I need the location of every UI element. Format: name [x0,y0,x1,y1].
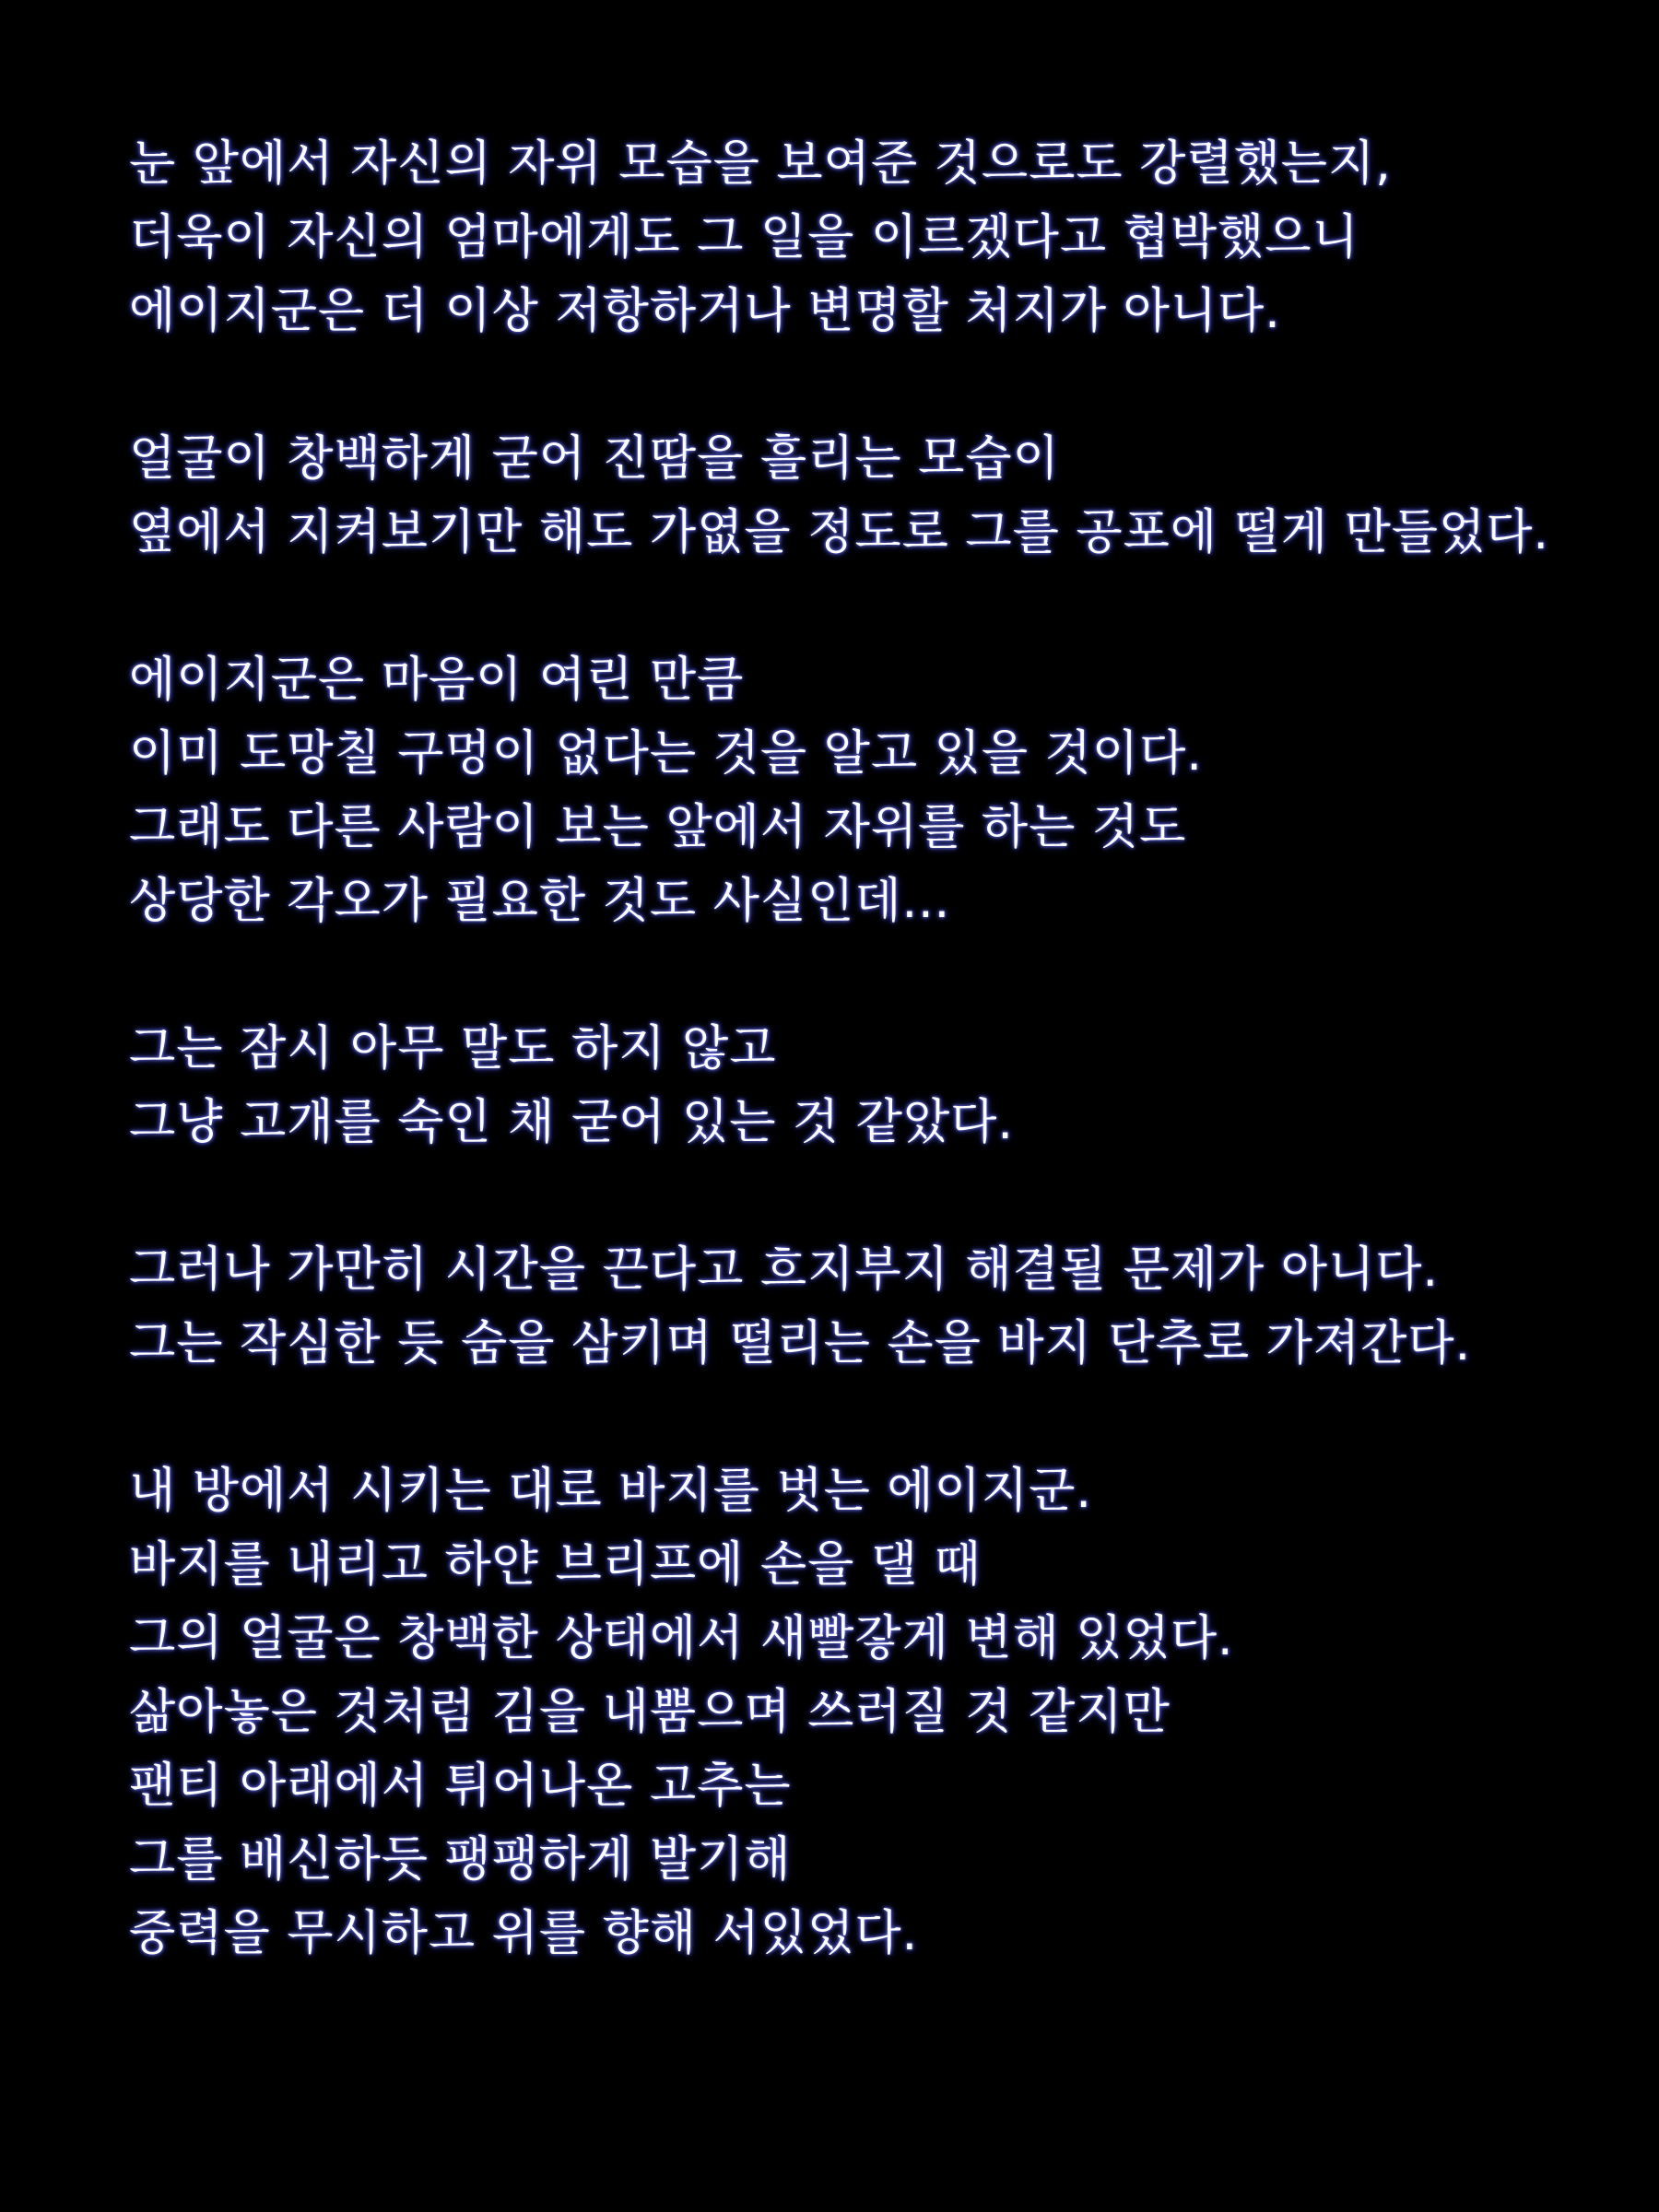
paragraph-1 [129,127,1604,348]
text-line: 상당한 각오가 필요한 것도 사실인데... [129,874,951,929]
text-line: 그러나 가만히 시간을 끈다고 흐지부지 해결될 문제가 아니다. [129,1242,1440,1298]
text-line: 그는 잠시 아무 말도 하지 않고 [129,1021,777,1077]
text-line: 더욱이 자신의 엄마에게도 그 일을 이르겠다고 협박했으니 [129,210,1359,265]
text-line: 이미 도망칠 구멍이 없다는 것을 알고 있을 것이다. [129,726,1203,782]
text-line: 그냥 고개를 숙인 채 굳어 있는 것 같았다. [129,1095,1014,1150]
text-line: 그는 작심한 듯 숨을 삼키며 떨리는 손을 바지 단추로 가져간다. [129,1316,1472,1371]
paragraph-3 [129,643,1604,938]
text-line: 그의 얼굴은 창백한 상태에서 새빨갛게 변해 있었다. [129,1611,1234,1666]
text-line: 팬티 아래에서 튀어나온 고추는 [129,1759,792,1814]
text-line: 에이지군은 더 이상 저항하거나 변명할 처지가 아니다. [129,284,1281,339]
paragraph-5 [129,1233,1604,1381]
text-line: 눈 앞에서 자신의 자위 모습을 보여준 것으로도 강렬했는지, [129,136,1392,192]
text-line: 얼굴이 창백하게 굳어 진땀을 흘리는 모습이 [129,431,1060,487]
paragraph-2 [129,422,1604,570]
text-line: 내 방에서 시키는 대로 바지를 벗는 에이지군. [129,1464,1092,1519]
text-line: 바지를 내리고 하얀 브리프에 손을 댈 때 [129,1537,982,1593]
text-line: 그래도 다른 사람이 보는 앞에서 자위를 하는 것도 [129,800,1187,855]
text-line: 그를 배신하듯 팽팽하게 발기해 [129,1832,792,1888]
paragraph-4 [129,1012,1604,1159]
text-line: 중력을 무시하고 위를 향해 서있었다. [129,1906,919,1961]
text-line: 삶아놓은 것처럼 김을 내뿜으며 쓰러질 것 같지만 [129,1685,1171,1740]
text-line: 옆에서 지켜보기만 해도 가엾을 정도로 그를 공포에 떨게 만들었다. [129,505,1550,560]
paragraph-6 [129,1454,1604,1971]
text-line: 에이지군은 마음이 여린 만큼 [129,653,745,708]
story-text-block [129,127,1604,2044]
